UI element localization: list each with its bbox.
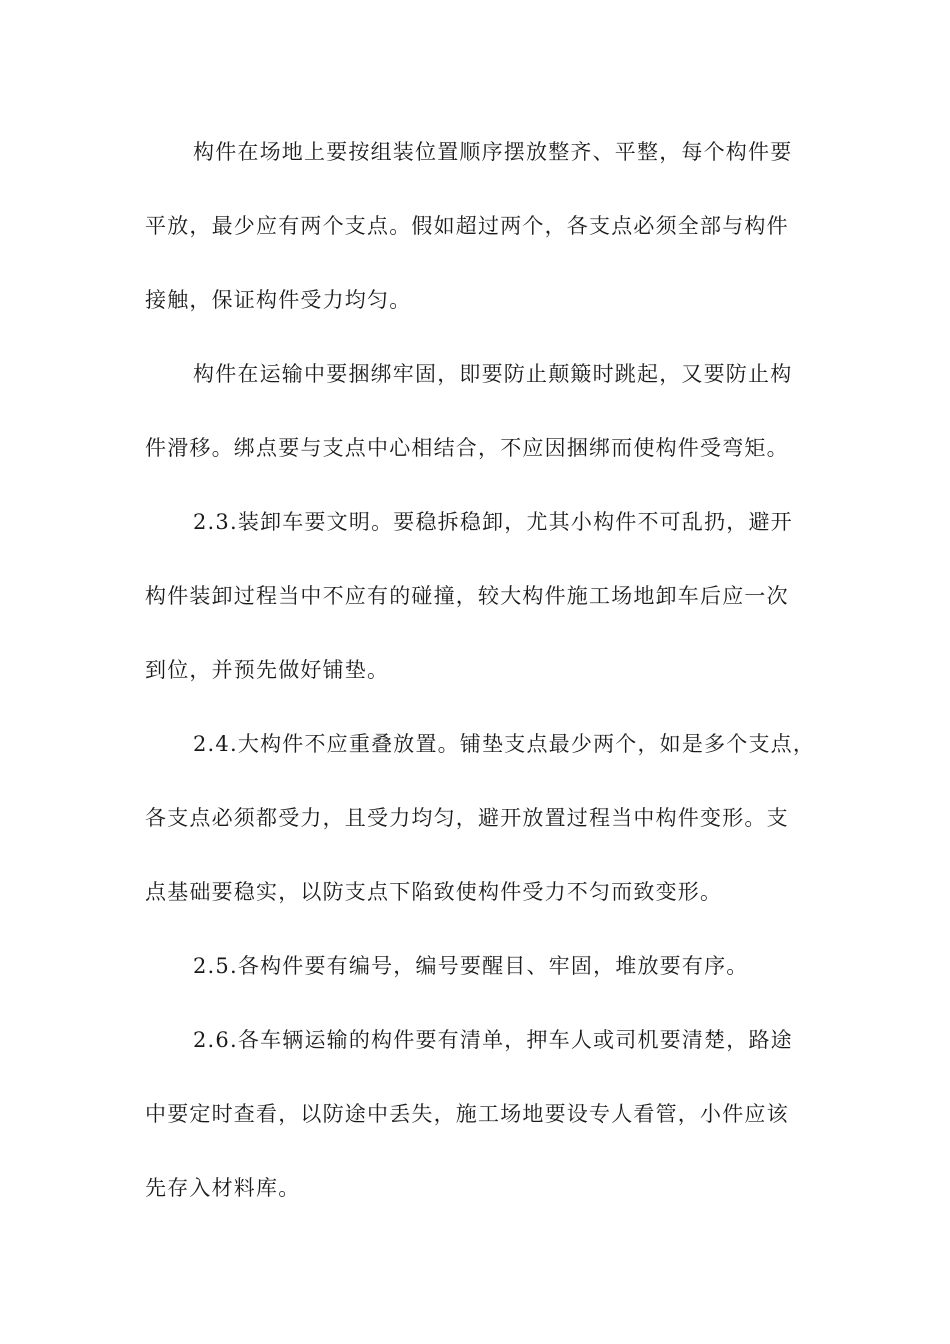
text-line: 先存入材料库。 — [145, 1176, 301, 1200]
text-line: 2.5.各构件要有编号，编号要醒目、牢固，堆放要有序。 — [193, 954, 749, 978]
text-line: 到位，并预先做好铺垫。 — [145, 658, 390, 682]
text-line: 中要定时查看，以防途中丢失，施工场地要设专人看管，小件应该 — [145, 1102, 789, 1126]
document-body — [145, 128, 816, 1212]
text-line: 点基础要稳实，以防支点下陷致使构件受力不匀而致变形。 — [145, 880, 723, 904]
text-line: 接触，保证构件受力均匀。 — [145, 288, 412, 312]
paragraph-2-3 — [145, 498, 805, 720]
paragraph-2-4 — [145, 720, 816, 942]
text-line: 件滑移。绑点要与支点中心相结合，不应因捆绑而使构件受弯矩。 — [145, 436, 789, 460]
text-line: 2.3.装卸车要文明。要稳拆稳卸，尤其小构件不可乱扔，避开 — [193, 510, 793, 534]
text-line: 各支点必须都受力，且受力均匀，避开放置过程当中构件变形。支 — [145, 806, 789, 830]
text-line: 2.4.大构件不应重叠放置。铺垫支点最少两个，如是多个支点， — [193, 732, 816, 756]
paragraph-transport — [145, 350, 805, 498]
text-line: 构件装卸过程当中不应有的碰撞，较大构件施工场地卸车后应一次 — [145, 584, 789, 608]
paragraph-storage — [145, 128, 805, 350]
text-line: 构件在场地上要按组装位置顺序摆放整齐、平整，每个构件要 — [193, 140, 793, 164]
paragraph-2-5 — [145, 942, 805, 1016]
text-line: 构件在运输中要捆绑牢固，即要防止颠簸时跳起，又要防止构 — [193, 362, 793, 386]
paragraph-2-6 — [145, 1016, 805, 1212]
text-line: 2.6.各车辆运输的构件要有清单，押车人或司机要清楚，路途 — [193, 1028, 793, 1052]
text-line: 平放，最少应有两个支点。假如超过两个，各支点必须全部与构件 — [145, 214, 789, 238]
